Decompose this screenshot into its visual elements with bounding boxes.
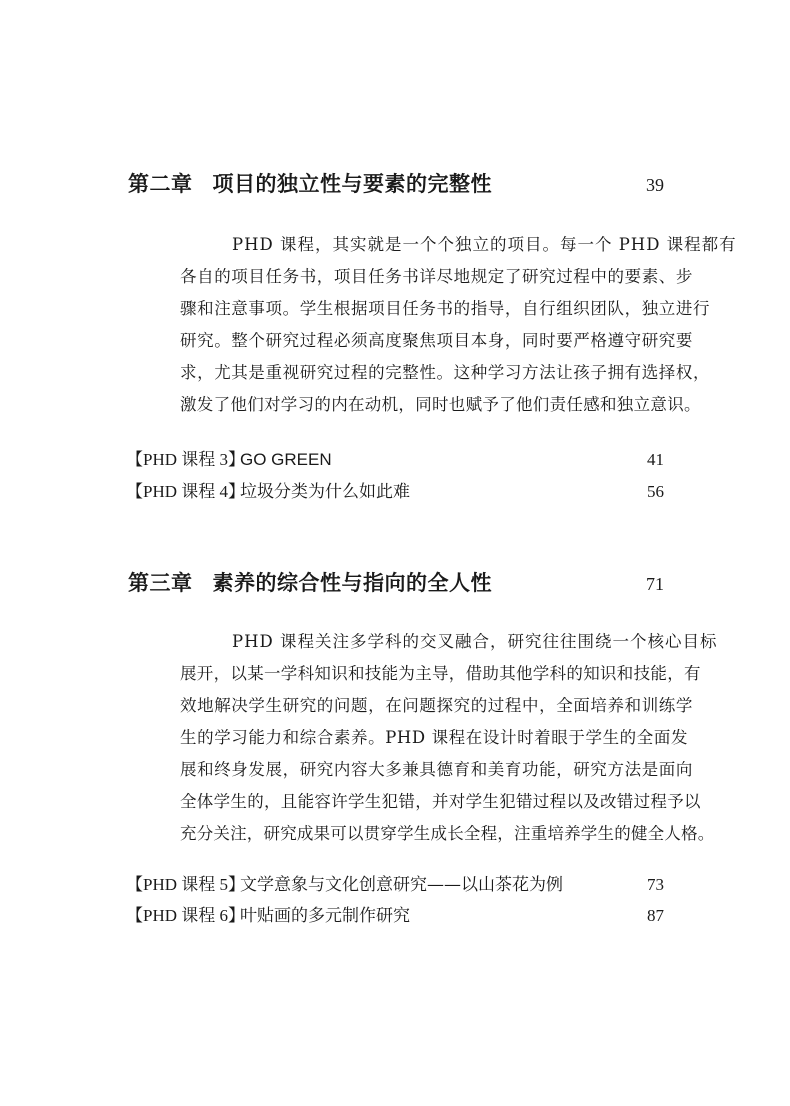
chapter-page-number: 71: [646, 574, 664, 594]
chapter-summary: [180, 626, 718, 850]
entry-page-number: 56: [647, 482, 664, 501]
summary-line: 骤和注意事项。学生根据项目任务书的指导，自行组织团队，独立进行: [180, 299, 711, 318]
toc-entry[interactable]: [126, 445, 664, 470]
entry-page-number: 73: [647, 875, 664, 894]
chapter-summary: [180, 229, 737, 421]
chapter-heading: [128, 567, 664, 597]
chapter-title: [128, 168, 492, 198]
chapter-label: 第三章: [128, 571, 193, 595]
summary-line: PHD 课程关注多学科的交叉融合，研究往往围绕一个核心目标: [232, 632, 718, 651]
summary-line: 全体学生的，且能容许学生犯错，并对学生犯错过程以及改错过程予以: [180, 792, 701, 811]
summary-line: 激发了他们对学习的内在动机，同时也赋予了他们责任感和独立意识。: [180, 395, 701, 414]
entry-page-number: 87: [647, 906, 664, 925]
summary-line: 充分关注，研究成果可以贯穿学生成长全程，注重培养学生的健全人格。: [180, 824, 715, 843]
entry-title: 文学意象与文化创意研究——以山茶花为例: [240, 875, 563, 895]
summary-line: 各自的项目任务书，项目任务书详尽地规定了研究过程中的要素、步: [180, 267, 693, 286]
entry-title: 叶贴画的多元制作研究: [240, 906, 410, 926]
course-label: 【PHD 课程 5】: [126, 875, 246, 894]
summary-line: 效地解决学生研究的问题，在问题探究的过程中，全面培养和训练学: [180, 696, 693, 715]
summary-line: 展和终身发展，研究内容大多兼具德育和美育功能，研究方法是面向: [180, 760, 693, 779]
course-label: 【PHD 课程 6】: [126, 906, 246, 925]
course-label: 【PHD 课程 3】: [126, 450, 246, 469]
summary-line: 研究。整个研究过程必须高度聚焦项目本身，同时要严格遵守研究要: [180, 331, 693, 350]
summary-line: PHD 课程，其实就是一个个独立的项目。每一个 PHD 课程都有: [232, 235, 737, 254]
chapter-heading: [128, 168, 664, 198]
toc-entry[interactable]: [126, 901, 664, 926]
entry-page-number: 41: [647, 450, 664, 469]
chapter-page-number: 39: [646, 175, 664, 195]
chapter-title: [128, 567, 492, 597]
course-label: 【PHD 课程 4】: [126, 482, 246, 501]
chapter-title-text: 素养的综合性与指向的全人性: [212, 571, 492, 595]
summary-line: 求，尤其是重视研究过程的完整性。这种学习方法让孩子拥有选择权，: [180, 363, 711, 382]
chapter-title-text: 项目的独立性与要素的完整性: [212, 172, 492, 196]
chapter-label: 第二章: [128, 172, 193, 196]
summary-line: 生的学习能力和综合素养。PHD 课程在设计时着眼于学生的全面发: [180, 728, 689, 747]
entry-title: 垃圾分类为什么如此难: [240, 482, 410, 502]
summary-line: 展开，以某一学科知识和技能为主导，借助其他学科的知识和技能，有: [180, 664, 701, 683]
entry-title: GO GREEN: [240, 450, 332, 469]
toc-entry[interactable]: [126, 870, 664, 895]
toc-entry[interactable]: [126, 477, 664, 502]
